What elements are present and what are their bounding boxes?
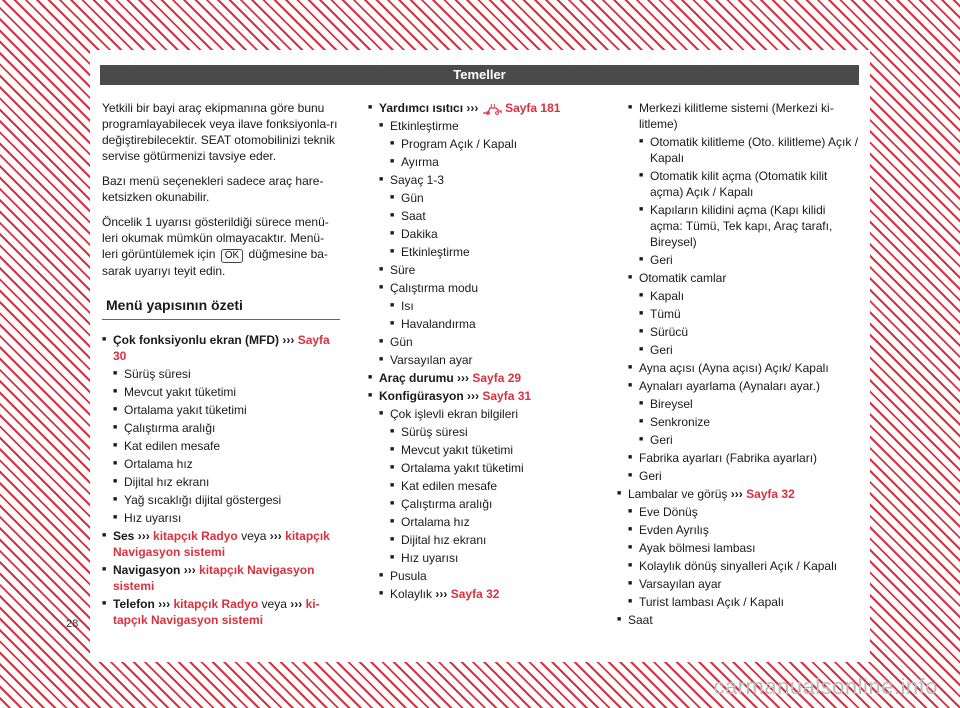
list-item: ■ Kat edilen mesafe (113, 438, 340, 454)
list-item: ■ Ortalama hız (113, 456, 340, 472)
arrow-icon: ››› (435, 587, 448, 601)
list-item: ■ Program Açık / Kapalı (390, 136, 608, 152)
list-item: ■ Yağ sıcaklığı dijital göstergesi (113, 492, 340, 508)
page-ref: Sayfa 32 (746, 487, 795, 501)
list-item: ■ Etkinleştirme (390, 244, 608, 260)
list-item: ■ Süre (379, 262, 608, 278)
arrow-icon: ››› (730, 487, 743, 501)
list-item: ■ Sayaç 1-3 ■ Gün ■ Saat ■ Dakika ■ Etkinleştirme (379, 172, 608, 260)
sublist (113, 366, 340, 526)
arrow-icon: ››› (466, 101, 479, 115)
list-item: ■ Varsayılan ayar (628, 576, 860, 592)
list-item: ■ Kapıların kilidini açma (Kapı kilidi açma: Tümü, Tek kapı, Araç tarafı, Bireysel) (639, 202, 860, 250)
list-item: ■ Konfigürasyon ››› Sayfa 31 ■ Çok işlevli ekran bilgileri ■ Sürüş süresi ■ Mevcut yakıt tüketimi ■ Ortalama yakıt tüketimi ■ Kat edilen mesafe ■ Çalıştırma aralığı ■ Ortalama hız ■ Dijital hız ekranı ■ Hız uyarısı ■ Pusula ■ Kolaylık ››› Sayfa 32 (368, 388, 608, 602)
page-header: Temeller (100, 65, 859, 85)
page-number: 28 (66, 618, 79, 630)
page-ref: kitapçık Radyo (173, 597, 259, 611)
list-item: ■ Pusula (379, 568, 608, 584)
sublist (379, 406, 608, 602)
list-item: ■ Araç durumu ››› Sayfa 29 (368, 370, 608, 386)
list-item: ■ Aynaları ayarlama (Aynaları ayar.) ■ Bireysel ■ Senkronize ■ Geri (628, 378, 860, 448)
list-item: ■ Kapalı (639, 288, 860, 304)
list-item: ■ Senkronize (639, 414, 860, 430)
list-item: ■ Geri (628, 468, 860, 484)
page-ref: Sayfa 29 (472, 371, 522, 385)
page-ref: Sayfa 181 (505, 101, 561, 115)
list-item: ■ Çok işlevli ekran bilgileri ■ Sürüş süresi ■ Mevcut yakıt tüketimi ■ Ortalama yakıt tüketimi ■ Kat edilen mesafe ■ Çalıştırma aralığı ■ Ortalama hız ■ Dijital hız ekranı ■ Hız uyarısı (379, 406, 608, 566)
list-item: ■ Tümü (639, 306, 860, 322)
list-item: ■ Havalandırma (390, 316, 608, 332)
list-item: ■ Kolaylık dönüş sinyalleri Açık / Kapalı (628, 558, 860, 574)
menu-list-2 (368, 100, 608, 602)
list-item: ■ Merkezi kilitleme sistemi (Merkezi ki-litleme) ■ Otomatik kilitleme (Oto. kilitleme) Açık / Kapalı ■ Otomatik kilit açma (Otomatik kilit açma) Açık / Kapalı ■ Kapıların kilidini açma (Kapı kilidi açma: Tümü, Tek kapı, Araç tarafı, Bireysel) ■ Geri (628, 100, 860, 268)
arrow-icon: ››› (290, 597, 303, 611)
list-item: ■ Ayırma (390, 154, 608, 170)
list-item: ■ Ortalama hız (390, 514, 608, 530)
arrow-icon: ››› (467, 389, 480, 403)
sublist (390, 298, 608, 332)
section-title: Menü yapısının özeti (102, 297, 340, 320)
list-item: ■ Mevcut yakıt tüketimi (113, 384, 340, 400)
sublist (379, 118, 608, 368)
list-item: ■ Varsayılan ayar (379, 352, 608, 368)
sublist (639, 134, 860, 268)
menu-overview-list (102, 332, 340, 628)
list-item: ■ Turist lambası Açık / Kapalı (628, 594, 860, 610)
page-ref: Sayfa 31 (482, 389, 532, 403)
ok-key-icon: OK (221, 249, 243, 263)
page-ref: Sayfa 32 (450, 587, 500, 601)
list-item: ■ Çok fonksiyonlu ekran (MFD) ››› Sayfa 30 ■ Sürüş süresi ■ Mevcut yakıt tüketimi ■ Ortalama yakıt tüketimi ■ Çalıştırma aralığı ■ Kat edilen mesafe ■ Ortalama hız ■ Dijital hız ekranı ■ Yağ sıcaklığı dijital göstergesi ■ Hız uyarısı (102, 332, 340, 526)
priority-warning-note: Öncelik 1 uyarısı gösterildiği sürece menü-leri okumak mümkün olmayacaktır. Menü-leri görüntülemek için OK düğmesine ba-sarak uyarıyı teyit edin. (102, 215, 329, 278)
list-item: ■ Ortalama yakıt tüketimi (390, 460, 608, 476)
list-item: ■ Gün (390, 190, 608, 206)
column-2 (368, 100, 608, 604)
list-item: ■ Telefon ››› kitapçık Radyo veya ››› ki-tapçık Navigasyon sistemi (102, 596, 340, 628)
sublist (639, 288, 860, 358)
list-item: ■ Saat (390, 208, 608, 224)
menu-list-3 (628, 100, 860, 484)
list-item: ■ Kolaylık ››› Sayfa 32 (379, 586, 608, 602)
list-item: ■ Sürücü (639, 324, 860, 340)
intro-paragraph: Yetkili bir bayi araç ekipmanına göre bunu programlayabilecek veya ilave fonksiyonla-rı değiştirebilecektir. SEAT otomobilinizi teknik servise götürmenizi tavsiye eder. (102, 101, 338, 163)
page-ref: kitapçık Radyo (153, 529, 238, 543)
page-ref: Sayfa 30 (113, 333, 330, 363)
list-item: ■ Otomatik camlar ■ Kapalı ■ Tümü ■ Sürücü ■ Geri (628, 270, 860, 358)
arrow-icon: ››› (137, 529, 150, 543)
auxiliary-heater-icon (482, 103, 502, 115)
list-item: ■ Eve Dönüş (628, 504, 860, 520)
sublist (628, 504, 860, 610)
list-item: ■ Geri (639, 252, 860, 268)
sublist (390, 136, 608, 170)
page-ref: kitapçık Navigasyon sistemi (113, 563, 315, 593)
list-item: ■ Otomatik kilit açma (Otomatik kilit açma) Açık / Kapalı (639, 168, 860, 200)
page-ref: kitapçık Navigasyon sistemi (113, 529, 330, 559)
list-item: ■ Hız uyarısı (113, 510, 340, 526)
menu-list-3b (617, 486, 860, 628)
column-1 (102, 100, 340, 630)
list-item: ■ Lambalar ve görüş ››› Sayfa 32 ■ Eve Dönüş ■ Evden Ayrılış ■ Ayak bölmesi lambası ■ Kolaylık dönüş sinyalleri Açık / Kapalı ■ Varsayılan ayar ■ Turist lambası Açık / Kapalı (617, 486, 860, 610)
list-item: ■ Ortalama yakıt tüketimi (113, 402, 340, 418)
list-item: ■ Geri (639, 342, 860, 358)
standstill-note: Bazı menü seçenekleri sadece araç hare-ketsizken okunabilir. (102, 174, 324, 204)
list-item: ■ Yardımcı ısıtıcı ››› Sayfa 181 ■ Etkinleştirme ■ Program Açık / Kapalı ■ Ayırma ■ Sayaç 1-3 ■ Gün ■ Saat ■ Dakika ■ Etkinleştirme ■ Süre ■ Çalıştırma modu ■ Isı ■ Havalandırma ■ Gün ■ Varsayılan ayar (368, 100, 608, 368)
list-item: ■ Ayna açısı (Ayna açısı) Açık/ Kapalı (628, 360, 860, 376)
list-item: ■ Dakika (390, 226, 608, 242)
list-item: ■ Isı (390, 298, 608, 314)
column-3 (628, 100, 860, 630)
arrow-icon: ››› (183, 563, 196, 577)
watermark: carmanualsonline.info (713, 674, 938, 699)
list-item: ■ Geri (639, 432, 860, 448)
list-item: ■ Kat edilen mesafe (390, 478, 608, 494)
sublist (639, 396, 860, 448)
arrow-icon: ››› (457, 371, 470, 385)
list-item: ■ Bireysel (639, 396, 860, 412)
list-item: ■ Çalıştırma aralığı (113, 420, 340, 436)
arrow-icon: ››› (269, 529, 282, 543)
sublist (390, 424, 608, 566)
list-item: ■ Dijital hız ekranı (390, 532, 608, 548)
list-item: ■ Dijital hız ekranı (113, 474, 340, 490)
list-item: ■ Çalıştırma aralığı (390, 496, 608, 512)
list-item: ■ Etkinleştirme ■ Program Açık / Kapalı ■ Ayırma (379, 118, 608, 170)
page-ref: ki-tapçık Navigasyon sistemi (113, 597, 320, 627)
arrow-icon: ››› (282, 333, 295, 347)
list-item: ■ Evden Ayrılış (628, 522, 860, 538)
list-item: ■ Hız uyarısı (390, 550, 608, 566)
sublist (390, 190, 608, 260)
list-item: ■ Ayak bölmesi lambası (628, 540, 860, 556)
list-item: ■ Navigasyon ››› kitapçık Navigasyon sistemi (102, 562, 340, 594)
list-item: ■ Sürüş süresi (390, 424, 608, 440)
list-item: ■ Ses ››› kitapçık Radyo veya ››› kitapçık Navigasyon sistemi (102, 528, 340, 560)
list-item: ■ Sürüş süresi (113, 366, 340, 382)
list-item: ■ Otomatik kilitleme (Oto. kilitleme) Açık / Kapalı (639, 134, 860, 166)
list-item: ■ Fabrika ayarları (Fabrika ayarları) (628, 450, 860, 466)
list-item: ■ Saat (617, 612, 860, 628)
list-item: ■ Çalıştırma modu ■ Isı ■ Havalandırma (379, 280, 608, 332)
arrow-icon: ››› (158, 597, 171, 611)
list-item: ■ Gün (379, 334, 608, 350)
list-item: ■ Mevcut yakıt tüketimi (390, 442, 608, 458)
